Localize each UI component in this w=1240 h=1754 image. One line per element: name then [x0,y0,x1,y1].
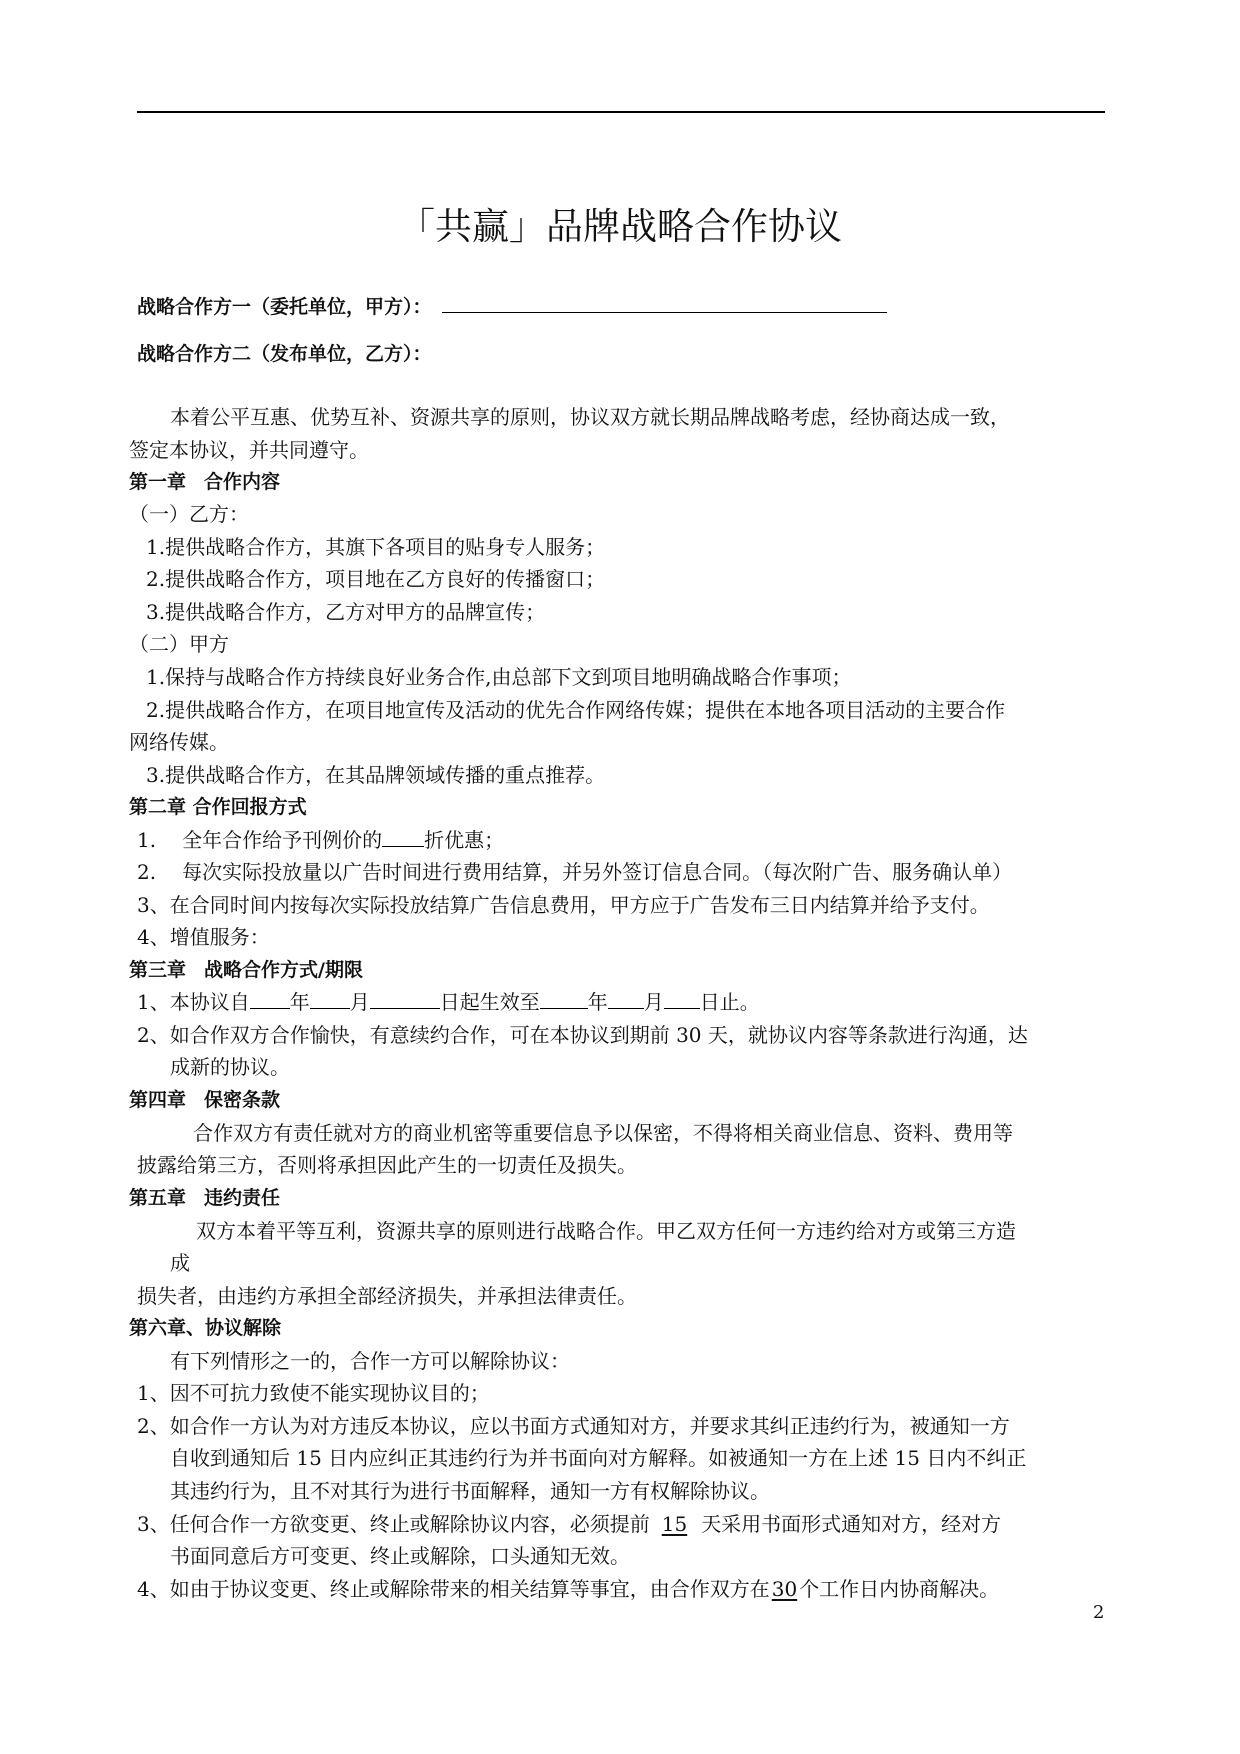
chapter1-heading [129,470,280,494]
ch6-item-2b: 自收到通知后 15 日内应纠正其违约行为并书面向对方解释。如被通知一方在上述 15 日内不纠正 [170,1446,1027,1470]
ch6-item-2a: 2、如合作一方认为对方违反本协议，应以书面方式通知对方，并要求其纠正违约行为，被通知一方 [137,1414,1010,1438]
ch4-para-line-1: 合作双方有责任就对方的商业机密等重要信息予以保密，不得将相关商业信息、资料、费用等 [193,1121,1013,1145]
ch3-item-2a: 2、如合作双方合作愉快，有意续约合作，可在本协议到期前 30 天，就协议内容等条款进行沟通，达 [137,1023,1028,1047]
ch3-item-2b: 成新的协议。 [170,1055,290,1079]
ch6-item-3-text: 3、任何合作一方欲变更、终止或解除协议内容，必须提前 [137,1512,650,1536]
chapter3-title: 战略合作方式/期限 [204,959,363,981]
ch5-para-line-1: 双方本着平等互利，资源共享的原则进行战略合作。甲乙双方任何一方违约给对方或第三方造 [196,1219,1016,1243]
chapter1-title: 合作内容 [204,471,281,493]
chapter1-number: 第一章 [129,471,187,493]
ch2-item-2 [137,860,1012,884]
ch1-a-item-2a: 2.提供战略合作方，在项目地宣传及活动的优先合作网络传媒；提供在本地各项目活动的主要合作 [146,698,1006,722]
chapter4-title: 保密条款 [204,1089,281,1111]
ch3-year-label: 年 [289,990,310,1014]
notice-days-value: 15 [661,1512,688,1536]
ch1-b-item-2: 2.提供战略合作方，项目地在乙方良好的传播窗口； [146,567,606,591]
ch6-item-3a [137,1512,1001,1536]
ch6-item-1: 1、因不可抗力致使不能实现协议目的； [137,1381,490,1405]
chapter4-heading [129,1088,280,1112]
ch3-item-1 [137,990,760,1014]
ch6-item-3-suffix: 天采用书面形式通知对方，经对方 [701,1512,1002,1536]
intro-line-1: 本着公平互惠、优势互补、资源共享的原则，协议双方就长期品牌战略考虑，经协商达成一致， [170,405,1010,429]
ch3-term-to: 日起生效至 [439,990,540,1014]
chapter4-number: 第四章 [129,1089,187,1111]
ch1-a-item-2b: 网络传媒。 [129,730,229,754]
ch3-term-from: 1、本协议自 [137,990,250,1014]
ch6-item-2c: 其违约行为，且不对其行为进行书面解释，通知一方有权解除协议。 [170,1479,770,1503]
ch1-a-item-3: 3.提供战略合作方，在其品牌领域传播的重点推荐。 [146,763,606,787]
ch3-month-label: 月 [349,990,370,1014]
ch3-end-year-label: 年 [587,990,608,1014]
ch2-item-1-suffix: 折优惠； [424,828,505,852]
ch5-para-line-2: 成 [170,1251,190,1275]
chapter6-heading: 第六章、协议解除 [129,1317,282,1339]
party1-blank [442,294,887,313]
settlement-days-value: 30 [771,1577,798,1601]
ch6-intro: 有下列情形之一的，合作一方可以解除协议： [170,1349,570,1373]
party2-label: 战略合作方二（发布单位，乙方）： [137,343,432,365]
ch6-item-4 [137,1577,999,1601]
ch4-para-line-2: 披露给第三方，否则将承担因此产生的一切责任及损失。 [137,1153,637,1177]
party1-row [137,294,887,319]
chapter3-number: 第三章 [129,959,187,981]
ch2-item-1-number: 1. [137,828,157,852]
chapter5-title: 违约责任 [204,1187,281,1209]
ch6-item-3b: 书面同意后方可变更、终止或解除，口头通知无效。 [170,1544,630,1568]
end-day-blank [664,990,700,1009]
intro-line-2: 签定本协议，并共同遵守。 [129,438,369,462]
ch1-sub-party-a: （二）甲方 [129,632,229,656]
start-year-blank [250,990,290,1009]
ch1-b-item-1: 1.提供战略合作方，其旗下各项目的贴身专人服务； [146,535,606,559]
header-rule [137,111,1105,113]
end-year-blank [540,990,588,1009]
ch2-item-2-text: 每次实际投放量以广告时间进行费用结算，并另外签订信息合同。（每次附广告、服务确认单） [182,860,1013,884]
start-month-blank [310,990,350,1009]
chapter5-number: 第五章 [129,1187,187,1209]
ch1-b-item-3: 3.提供战略合作方，乙方对甲方的品牌宣传； [146,600,546,624]
ch2-item-2-number: 2. [137,860,157,884]
ch5-para-line-3: 损失者，由违约方承担全部经济损失，并承担法律责任。 [137,1284,637,1308]
ch3-end-month-label: 月 [643,990,664,1014]
chapter2-heading: 第二章 合作回报方式 [129,796,307,818]
ch2-item-4: 4、增值服务： [137,925,270,949]
ch2-item-3: 3、在合同时间内按每次实际投放结算广告信息费用，甲方应于广告发布三日内结算并给予支付。 [137,893,990,917]
ch6-item-4-text: 4、如由于协议变更、终止或解除带来的相关结算等事宜，由合作双方在 [137,1577,770,1601]
ch1-sub-party-b: （一）乙方： [129,502,249,526]
end-month-blank [608,990,644,1009]
ch2-item-1-text: 全年合作给予刊例价的 [182,828,383,852]
ch6-item-4-suffix: 个工作日内协商解决。 [799,1577,1000,1601]
ch1-a-item-1: 1.保持与战略合作方持续良好业务合作,由总部下文到项目地明确战略合作事项； [146,665,852,689]
chapter3-heading [129,958,363,982]
ch2-item-1 [137,828,504,852]
party1-label: 战略合作方一（委托单位，甲方）： [137,296,432,318]
start-day-blank [370,990,440,1009]
ch3-end-day-label: 日止。 [699,990,760,1014]
chapter5-heading [129,1186,280,1210]
document-title: 「共赢」品牌战略合作协议 [398,205,842,248]
page-number: 2 [1093,1602,1105,1623]
discount-blank [382,828,424,847]
